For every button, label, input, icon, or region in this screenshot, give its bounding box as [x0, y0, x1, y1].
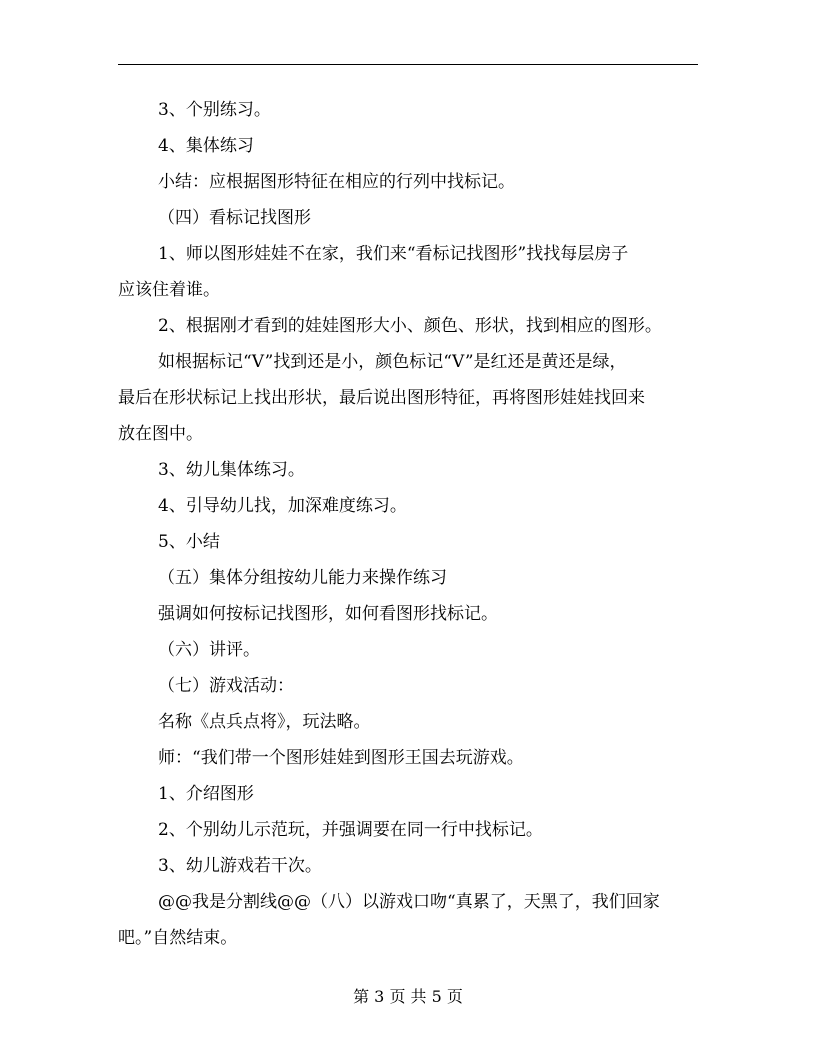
paragraph-line: 名称《点兵点将》，玩法略。: [158, 712, 371, 732]
page-footer: 第 3 页 共 5 页: [353, 987, 463, 1006]
paragraph-line: 5、小结: [158, 532, 220, 552]
paragraph-line: 1、师以图形娃娃不在家，我们来“看标记找图形”找找每层房子: [158, 244, 629, 264]
paragraph-line: 4、引导幼儿找，加深难度练习。: [158, 496, 407, 516]
paragraph-line: 3、个别练习。: [158, 100, 271, 120]
paragraph-line: 吧。”自然结束。: [118, 928, 238, 948]
paragraph-line: 如根据标记“V”找到还是小，颜色标记“V”是红还是黄还是绿，: [158, 352, 627, 372]
paragraph-line: 放在图中。: [118, 424, 203, 444]
paragraph-line: 3、幼儿集体练习。: [158, 460, 305, 480]
paragraph-line: 4、集体练习: [158, 136, 254, 156]
section-heading: （四）看标记找图形: [158, 208, 311, 228]
paragraph-line: 师：“我们带一个图形娃娃到图形王国去玩游戏。: [158, 748, 524, 768]
section-heading: （六）讲评。: [158, 640, 260, 660]
header-rule: [118, 64, 698, 65]
paragraph-line: 2、个别幼儿示范玩，并强调要在同一行中找标记。: [158, 820, 543, 840]
section-heading: （七）游戏活动：: [158, 676, 294, 696]
paragraph-line: 小结：应根据图形特征在相应的行列中找标记。: [158, 172, 515, 192]
paragraph-line: @@我是分割线@@（八）以游戏口吻“真累了，天黑了，我们回家: [158, 892, 660, 912]
paragraph-line: 强调如何按标记找图形，如何看图形找标记。: [158, 604, 498, 624]
paragraph-line: 1、介绍图形: [158, 784, 254, 804]
paragraph-line: 应该住着谁。: [118, 280, 220, 300]
paragraph-line: 2、根据刚才看到的娃娃图形大小、颜色、形状，找到相应的图形。: [158, 316, 662, 336]
section-heading: （五）集体分组按幼儿能力来操作练习: [158, 568, 447, 588]
document-body: [118, 92, 700, 956]
paragraph-line: 最后在形状标记上找出形状，最后说出图形特征，再将图形娃娃找回来: [118, 388, 645, 408]
paragraph-line: 3、幼儿游戏若干次。: [158, 856, 322, 876]
